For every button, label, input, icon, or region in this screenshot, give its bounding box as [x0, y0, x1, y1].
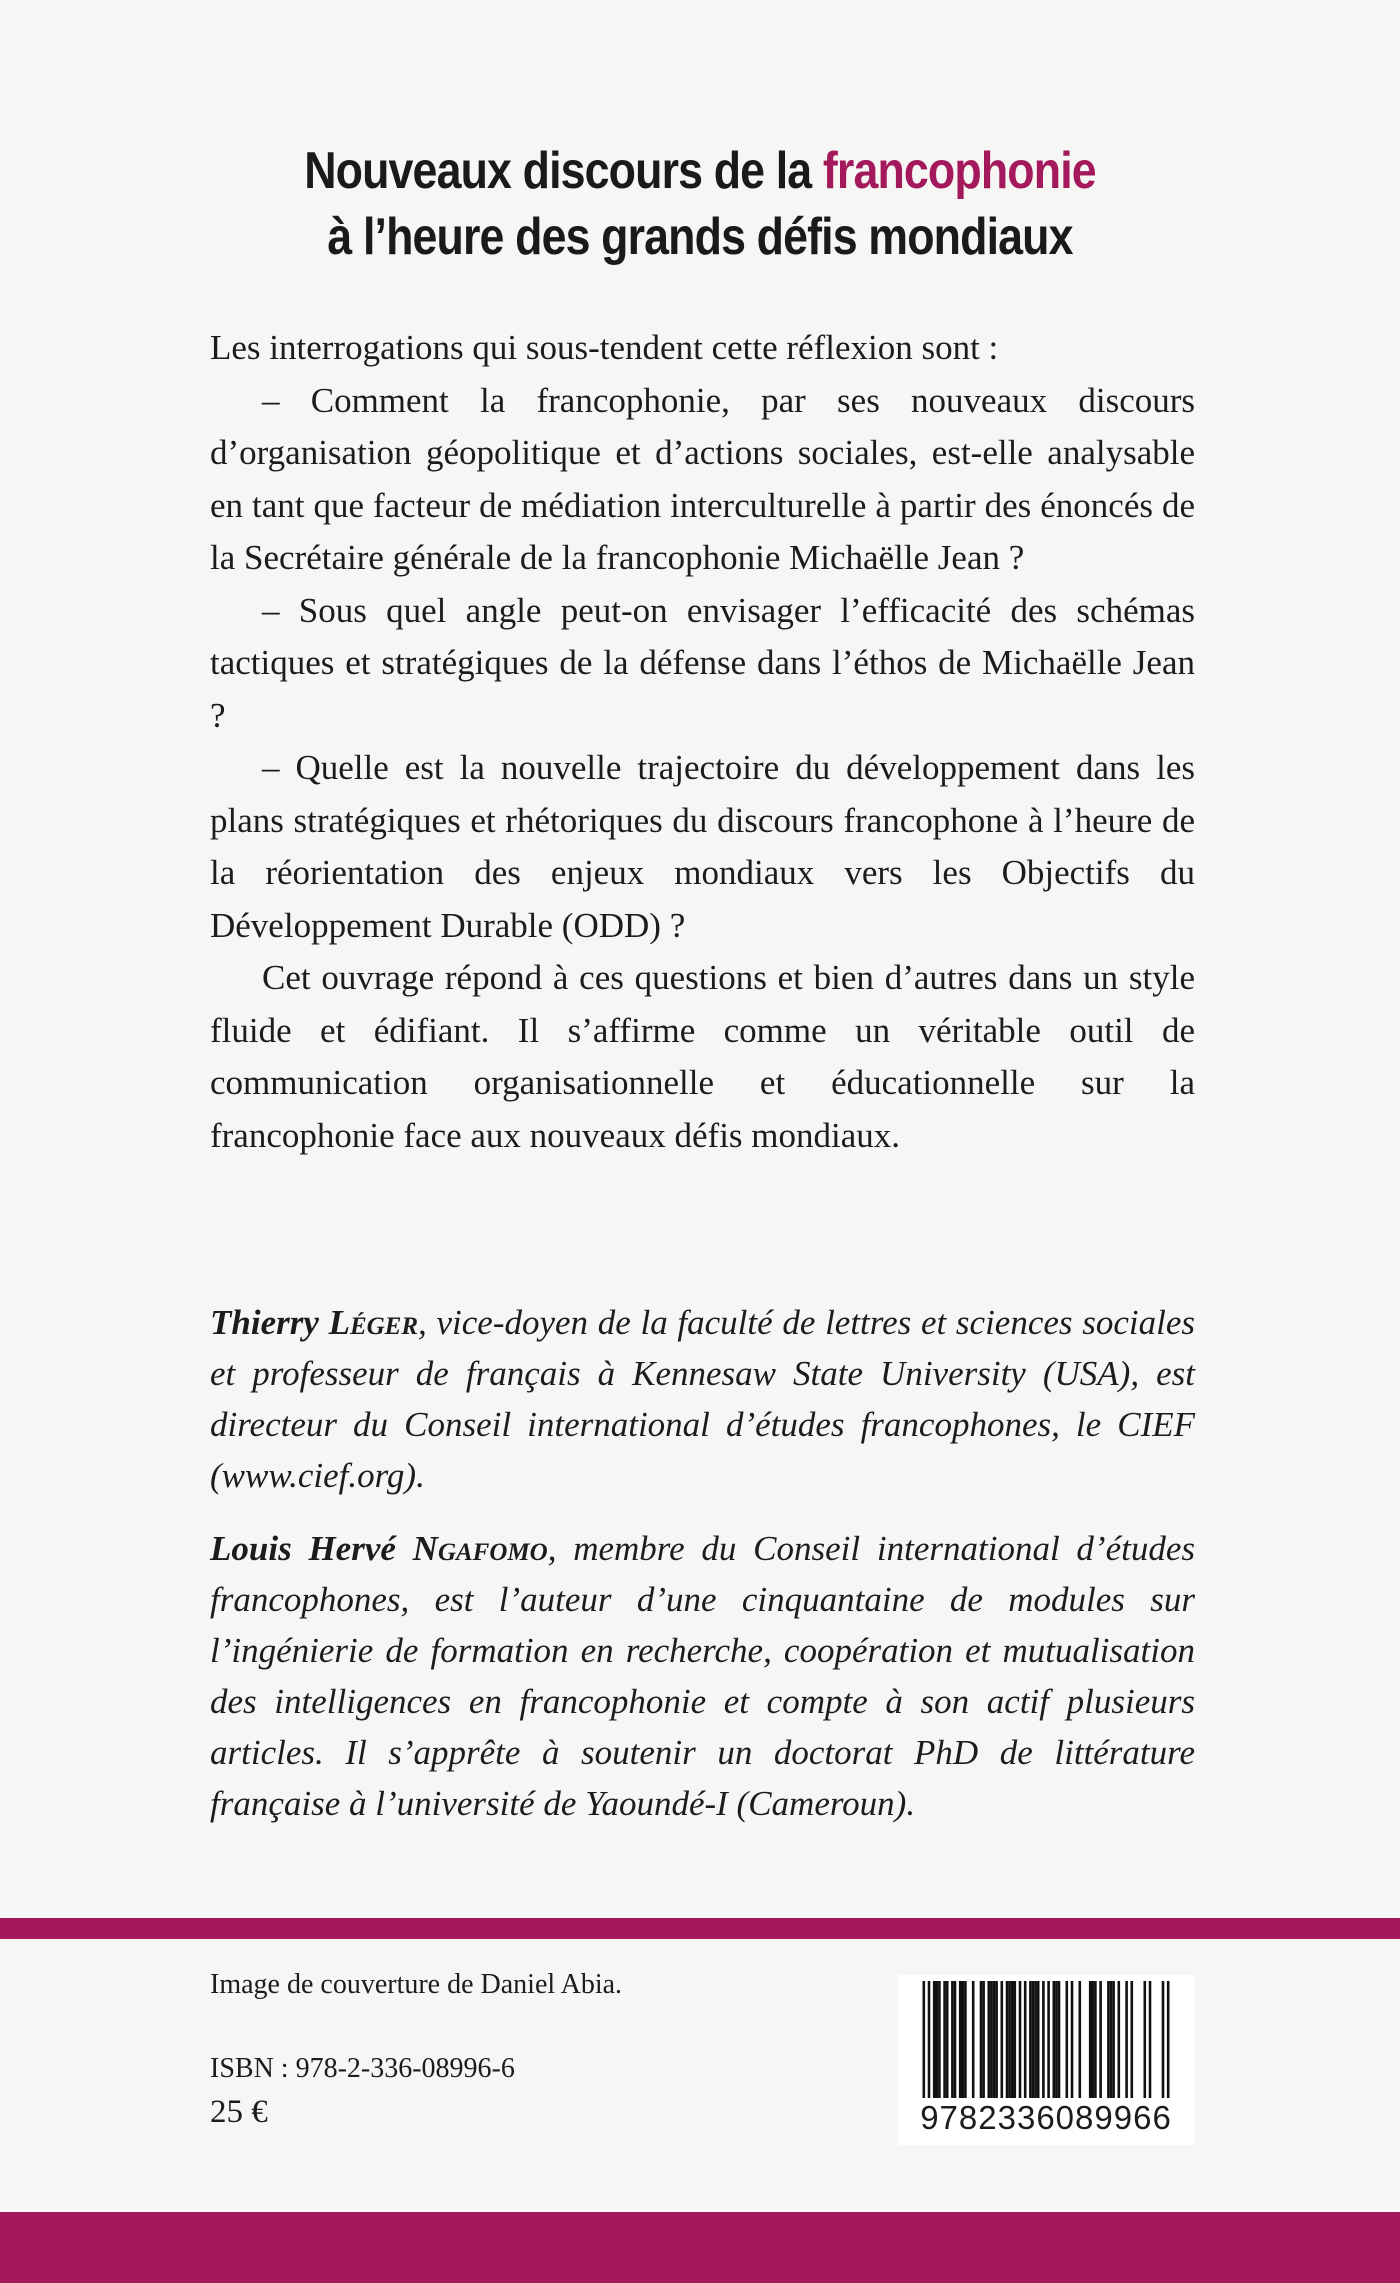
- barcode-bar: [1149, 1981, 1152, 2099]
- barcode-bar: [1037, 1981, 1040, 2099]
- barcode: [898, 1975, 1194, 2145]
- barcode-bar: [962, 1981, 965, 2099]
- back-cover-description: [210, 322, 1195, 1162]
- author-bio-text: , membre du Conseil international d’études francophones, est l’auteur d’une cinquantaine de modules sur l’ingénierie de formation en recherche, coopération et mutualisation des intelligences en francophonie et compte à son actif plusieurs articles. Il s’apprête à soutenir un doctorat PhD de littérature française à l’université de Yaoundé-I (Cameroun).: [210, 1529, 1195, 1823]
- barcode-bar: [1066, 1981, 1069, 2099]
- barcode-bar: [1094, 1981, 1097, 2099]
- barcode-bar: [1058, 1981, 1061, 2099]
- barcode-bar: [1092, 1981, 1095, 2099]
- barcode-bar: [1055, 1981, 1058, 2099]
- barcode-bar: [964, 1981, 967, 2099]
- title-line1: Nouveaux discours de la francophonie: [304, 142, 1096, 200]
- barcode-bar: [1144, 1981, 1147, 2099]
- barcode-bar: [1008, 1981, 1011, 2099]
- barcode-bar: [946, 1981, 949, 2099]
- barcode-bar: [982, 1981, 985, 2099]
- barcode-bar: [972, 1981, 975, 2099]
- price: 25 €: [210, 2094, 268, 2130]
- barcode-bar: [943, 1981, 946, 2099]
- barcode-bar: [951, 1981, 954, 2099]
- barcode-bar: [1032, 1981, 1035, 2099]
- barcode-bar: [1071, 1981, 1074, 2099]
- author-bio-2: [210, 1523, 1195, 1829]
- question-1: – Comment la francophonie, par ses nouveaux discours d’organisation géopolitique et d’actions sociales, est-elle analysable en tant que facteur de médiation interculturelle à partir des énoncés de la Secrétaire générale de la francophonie Michaëlle Jean ?: [210, 380, 1195, 577]
- cover-image-credit: Image de couverture de Daniel Abia.: [210, 1969, 623, 2000]
- barcode-bar: [1053, 1981, 1056, 2099]
- barcode-bar: [993, 1981, 996, 2099]
- barcode-bar: [1014, 1981, 1017, 2099]
- accent-divider-band: [0, 1918, 1400, 1939]
- barcode-bar: [959, 1981, 962, 2099]
- barcode-bar: [1006, 1981, 1009, 2099]
- barcode-bar: [1029, 1981, 1032, 2099]
- author-bio-1: [210, 1297, 1195, 1501]
- title-accent-word: francophonie: [822, 142, 1096, 200]
- accent-footer-band: [0, 2212, 1400, 2283]
- barcode-bar: [1001, 1981, 1004, 2099]
- barcode-bar: [995, 1981, 998, 2099]
- barcode-bar: [1107, 1981, 1110, 2099]
- question-2: – Sous quel angle peut-on envisager l’efficacité des schémas tactiques et stratégiques de la défense dans l’éthos de Michaëlle Jean ?: [210, 590, 1195, 735]
- author-first-name: Louis Hervé: [210, 1529, 413, 1568]
- barcode-bar: [1079, 1981, 1082, 2099]
- author-first-name: Thierry: [210, 1303, 329, 1342]
- intro-paragraph: Les interrogations qui sous-tendent cette réflexion sont :: [210, 328, 999, 367]
- author-bios: [210, 1297, 1195, 1829]
- author-bio-text: , vice-doyen de la faculté de lettres et sciences sociales et professeur de français à Kennesaw State University (USA), est directeur du Conseil international d’études francophones, le CIEF (www.cief.org).: [210, 1303, 1195, 1495]
- barcode-bar: [990, 1981, 993, 2099]
- book-title: [98, 138, 1302, 270]
- author-last-name: Ngafomo: [412, 1529, 548, 1568]
- barcode-bar: [1112, 1981, 1115, 2099]
- barcode-bar: [980, 1981, 983, 2099]
- barcode-bar: [1089, 1981, 1092, 2099]
- barcode-bar: [938, 1981, 941, 2099]
- barcode-bar: [1131, 1981, 1134, 2099]
- barcode-digits: 9782336089966: [898, 2098, 1194, 2138]
- barcode-bar: [1099, 1981, 1102, 2099]
- barcode-bar: [1011, 1981, 1014, 2099]
- barcode-bar: [933, 1981, 936, 2099]
- barcode-bar: [1110, 1981, 1113, 2099]
- barcode-bar: [1118, 1981, 1121, 2099]
- author-last-name: Léger: [328, 1303, 419, 1342]
- conclusion-paragraph: Cet ouvrage répond à ces questions et bien d’autres dans un style fluide et édifiant. Il s’affirme comme un véritable outil de communication organisationnelle et éducationnelle sur la francophonie face aux nouveaux défis mondiaux.: [210, 958, 1195, 1155]
- barcode-bar: [1125, 1981, 1128, 2099]
- title-line2: à l’heure des grands défis mondiaux: [327, 208, 1073, 266]
- question-3: – Quelle est la nouvelle trajectoire du développement dans les plans stratégiques et rhétoriques du discours francophone à l’heure de la réorientation des enjeux mondiaux vers les Objectifs du Développement Durable (ODD) ?: [210, 748, 1195, 945]
- barcode-bar: [988, 1981, 991, 2099]
- barcode-bar: [1019, 1981, 1022, 2099]
- barcode-bar: [954, 1981, 957, 2099]
- barcode-bar: [1034, 1981, 1037, 2099]
- barcode-bar: [1024, 1981, 1027, 2099]
- isbn-number: ISBN : 978-2-336-08996-6: [210, 2053, 515, 2084]
- barcode-bar: [936, 1981, 939, 2099]
